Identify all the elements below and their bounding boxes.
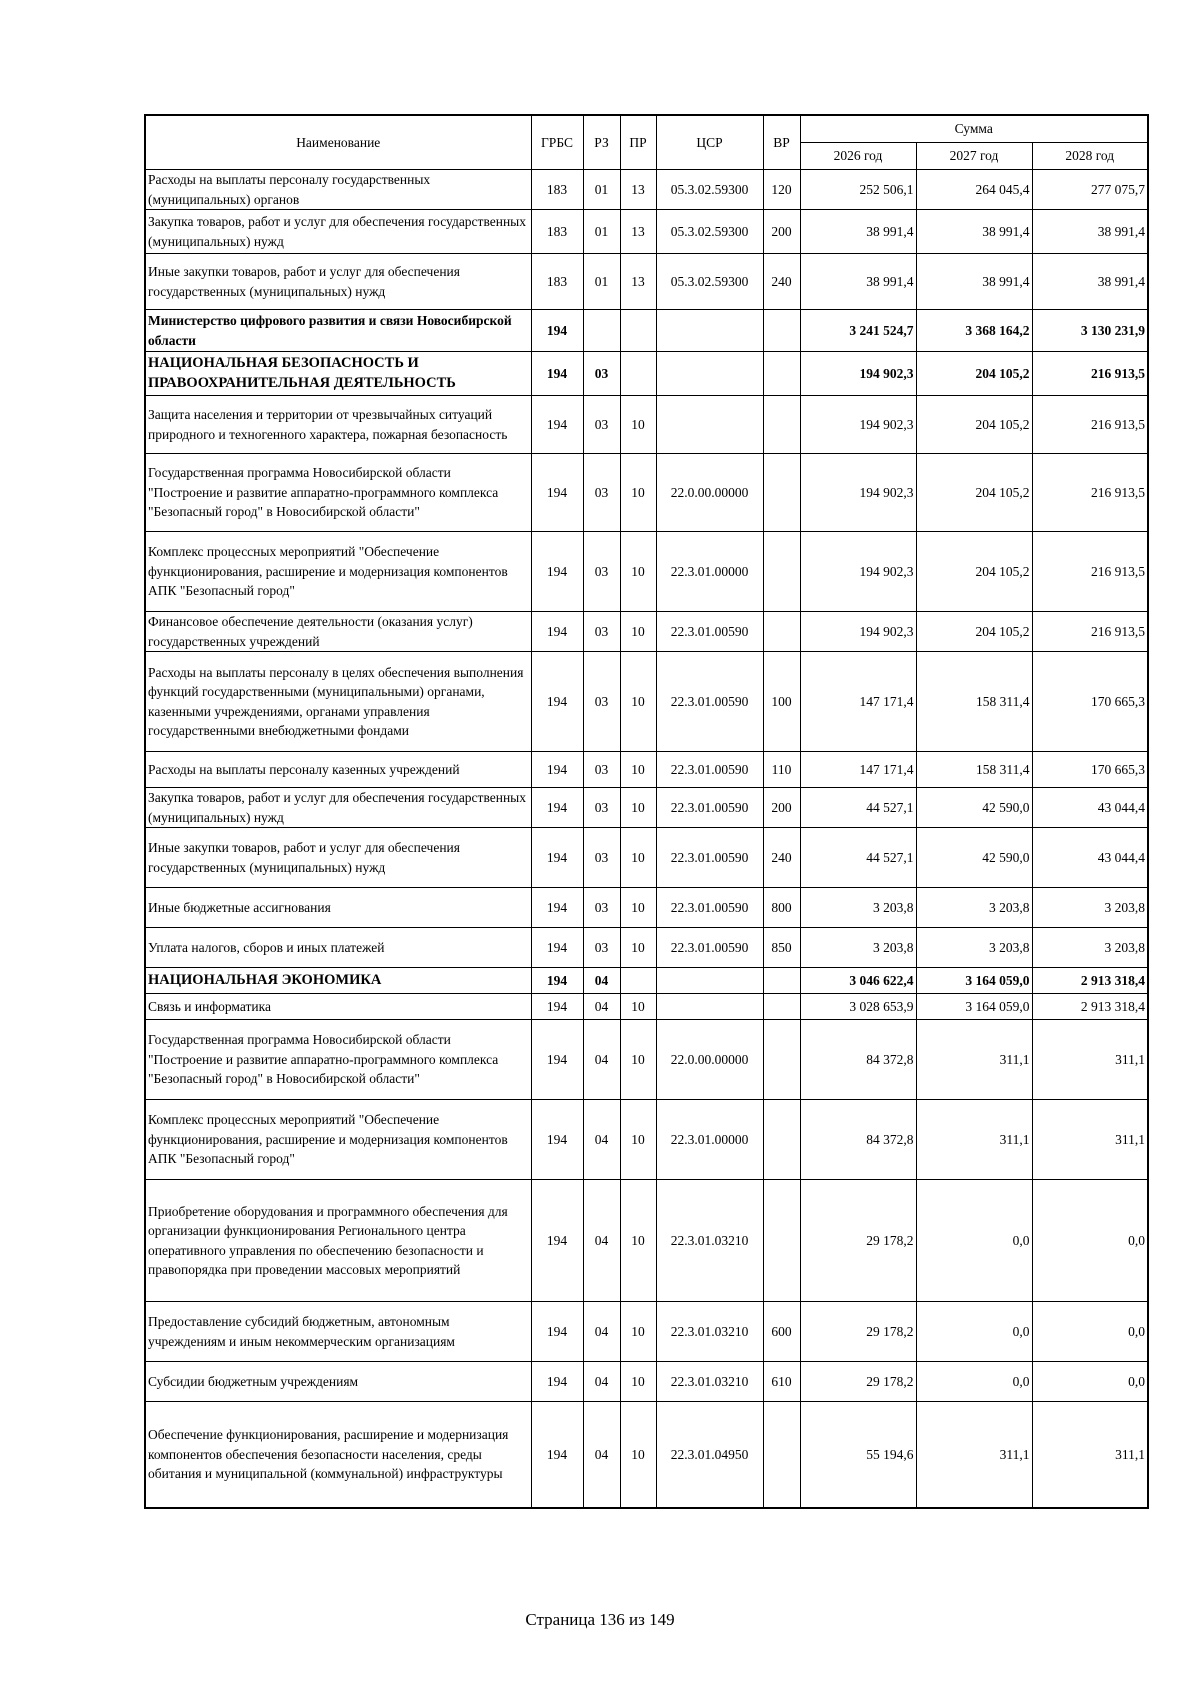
cell-name: Обеспечение функционирования, расширение и модернизация компонентов обеспечения безопасности населения, среды обитания и муниципальной (коммунальной) инфраструктуры [145, 1402, 531, 1508]
cell-sum-2027: 0,0 [916, 1302, 1032, 1362]
cell-sum-2026: 84 372,8 [800, 1020, 916, 1100]
cell-vr [763, 1020, 800, 1100]
table-row [145, 928, 1148, 968]
cell-name: Государственная программа Новосибирской области "Построение и развитие аппаратно-программного комплекса "Безопасный город" в Новосибирской области" [145, 1020, 531, 1100]
cell-rz: 03 [583, 888, 620, 928]
cell-grbs: 183 [531, 210, 583, 254]
cell-pr: 13 [620, 210, 656, 254]
table-row [145, 254, 1148, 310]
cell-grbs: 194 [531, 1100, 583, 1180]
cell-csr: 22.3.01.04950 [656, 1402, 763, 1508]
cell-name: Закупка товаров, работ и услуг для обеспечения государственных (муниципальных) нужд [145, 788, 531, 828]
cell-sum-2026: 3 203,8 [800, 928, 916, 968]
table-row [145, 310, 1148, 352]
cell-vr: 100 [763, 652, 800, 752]
cell-name: Субсидии бюджетным учреждениям [145, 1362, 531, 1402]
table-row [145, 994, 1148, 1020]
cell-csr: 22.3.01.00590 [656, 928, 763, 968]
cell-pr [620, 968, 656, 994]
cell-sum-2027: 42 590,0 [916, 828, 1032, 888]
cell-rz: 04 [583, 1100, 620, 1180]
table-row [145, 1362, 1148, 1402]
cell-sum-2028: 170 665,3 [1032, 652, 1148, 752]
cell-vr [763, 396, 800, 454]
cell-sum-2028: 216 913,5 [1032, 532, 1148, 612]
cell-pr: 10 [620, 828, 656, 888]
cell-sum-2026: 147 171,4 [800, 652, 916, 752]
cell-vr [763, 1180, 800, 1302]
cell-sum-2028: 3 203,8 [1032, 888, 1148, 928]
cell-grbs: 194 [531, 968, 583, 994]
table-row [145, 888, 1148, 928]
cell-sum-2028: 38 991,4 [1032, 254, 1148, 310]
cell-sum-2027: 311,1 [916, 1020, 1032, 1100]
cell-grbs: 194 [531, 1302, 583, 1362]
cell-grbs: 194 [531, 888, 583, 928]
cell-pr: 10 [620, 788, 656, 828]
cell-vr [763, 612, 800, 652]
cell-grbs: 194 [531, 928, 583, 968]
cell-sum-2028: 3 130 231,9 [1032, 310, 1148, 352]
cell-sum-2027: 264 045,4 [916, 170, 1032, 210]
cell-pr: 10 [620, 396, 656, 454]
cell-vr: 110 [763, 752, 800, 788]
table-row [145, 170, 1148, 210]
cell-rz: 03 [583, 532, 620, 612]
cell-pr [620, 352, 656, 396]
table-row [145, 532, 1148, 612]
cell-vr [763, 1402, 800, 1508]
cell-sum-2026: 252 506,1 [800, 170, 916, 210]
cell-name: НАЦИОНАЛЬНАЯ БЕЗОПАСНОСТЬ И ПРАВООХРАНИТЕЛЬНАЯ ДЕЯТЕЛЬНОСТЬ [145, 352, 531, 396]
cell-csr: 22.3.01.00590 [656, 788, 763, 828]
table-row [145, 752, 1148, 788]
table-row [145, 788, 1148, 828]
cell-sum-2027: 3 203,8 [916, 928, 1032, 968]
cell-vr: 200 [763, 210, 800, 254]
cell-csr: 22.3.01.00590 [656, 828, 763, 888]
cell-sum-2028: 0,0 [1032, 1180, 1148, 1302]
cell-sum-2026: 194 902,3 [800, 396, 916, 454]
cell-rz: 03 [583, 788, 620, 828]
cell-rz: 03 [583, 352, 620, 396]
cell-name: Уплата налогов, сборов и иных платежей [145, 928, 531, 968]
cell-rz: 01 [583, 254, 620, 310]
cell-sum-2026: 3 046 622,4 [800, 968, 916, 994]
cell-vr [763, 994, 800, 1020]
cell-sum-2027: 204 105,2 [916, 352, 1032, 396]
cell-sum-2027: 204 105,2 [916, 612, 1032, 652]
cell-sum-2026: 3 028 653,9 [800, 994, 916, 1020]
cell-name: Расходы на выплаты персоналу в целях обеспечения выполнения функций государственными (муниципальными) органами, казенными учреждениями, органами управления государственными внебюджетными фондами [145, 652, 531, 752]
cell-grbs: 194 [531, 1020, 583, 1100]
cell-sum-2028: 216 913,5 [1032, 352, 1148, 396]
cell-csr: 05.3.02.59300 [656, 210, 763, 254]
table-row [145, 352, 1148, 396]
cell-pr: 10 [620, 1302, 656, 1362]
cell-name: Приобретение оборудования и программного обеспечения для организации функционирования Регионального центра оперативного управления по обеспечению безопасности и правопорядка при проведении массовых мероприятий [145, 1180, 531, 1302]
cell-sum-2027: 204 105,2 [916, 396, 1032, 454]
table-body [145, 170, 1148, 1508]
cell-grbs: 183 [531, 170, 583, 210]
table-row [145, 396, 1148, 454]
cell-sum-2026: 29 178,2 [800, 1302, 916, 1362]
cell-sum-2026: 29 178,2 [800, 1362, 916, 1402]
cell-sum-2028: 170 665,3 [1032, 752, 1148, 788]
table-row [145, 454, 1148, 532]
cell-pr: 13 [620, 170, 656, 210]
cell-vr: 850 [763, 928, 800, 968]
cell-vr: 240 [763, 254, 800, 310]
cell-rz: 04 [583, 968, 620, 994]
cell-sum-2028: 2 913 318,4 [1032, 968, 1148, 994]
header-rz: РЗ [583, 115, 620, 170]
table-row [145, 612, 1148, 652]
cell-csr: 22.3.01.03210 [656, 1180, 763, 1302]
cell-sum-2028: 43 044,4 [1032, 828, 1148, 888]
cell-name: Расходы на выплаты персоналу казенных учреждений [145, 752, 531, 788]
cell-csr: 22.3.01.03210 [656, 1302, 763, 1362]
cell-name: Министерство цифрового развития и связи Новосибирской области [145, 310, 531, 352]
header-csr: ЦСР [656, 115, 763, 170]
cell-sum-2028: 3 203,8 [1032, 928, 1148, 968]
cell-rz: 03 [583, 612, 620, 652]
cell-sum-2027: 204 105,2 [916, 454, 1032, 532]
table-row [145, 1302, 1148, 1362]
cell-pr: 10 [620, 612, 656, 652]
cell-sum-2028: 311,1 [1032, 1020, 1148, 1100]
cell-csr [656, 310, 763, 352]
cell-name: Государственная программа Новосибирской области "Построение и развитие аппаратно-программного комплекса "Безопасный город" в Новосибирской области" [145, 454, 531, 532]
cell-rz: 03 [583, 752, 620, 788]
cell-sum-2027: 3 203,8 [916, 888, 1032, 928]
cell-pr: 10 [620, 532, 656, 612]
cell-grbs: 194 [531, 454, 583, 532]
cell-sum-2028: 311,1 [1032, 1100, 1148, 1180]
header-pr: ПР [620, 115, 656, 170]
cell-csr: 22.3.01.00590 [656, 752, 763, 788]
table-header [145, 115, 1148, 170]
cell-grbs: 194 [531, 612, 583, 652]
cell-vr: 800 [763, 888, 800, 928]
cell-sum-2026: 29 178,2 [800, 1180, 916, 1302]
cell-csr: 22.0.00.00000 [656, 454, 763, 532]
cell-pr: 10 [620, 1362, 656, 1402]
cell-pr: 13 [620, 254, 656, 310]
cell-rz: 04 [583, 1180, 620, 1302]
cell-grbs: 194 [531, 310, 583, 352]
cell-name: Связь и информатика [145, 994, 531, 1020]
cell-sum-2027: 0,0 [916, 1362, 1032, 1402]
cell-sum-2028: 38 991,4 [1032, 210, 1148, 254]
cell-rz: 04 [583, 994, 620, 1020]
cell-csr [656, 352, 763, 396]
cell-rz: 03 [583, 928, 620, 968]
cell-sum-2026: 38 991,4 [800, 210, 916, 254]
cell-sum-2028: 0,0 [1032, 1362, 1148, 1402]
cell-name: Иные закупки товаров, работ и услуг для обеспечения государственных (муниципальных) нужд [145, 254, 531, 310]
cell-sum-2026: 194 902,3 [800, 352, 916, 396]
cell-name: Финансовое обеспечение деятельности (оказания услуг) государственных учреждений [145, 612, 531, 652]
cell-name: Иные бюджетные ассигнования [145, 888, 531, 928]
cell-grbs: 194 [531, 828, 583, 888]
header-sum: Сумма [800, 115, 1148, 143]
cell-name: Расходы на выплаты персоналу государственных (муниципальных) органов [145, 170, 531, 210]
cell-grbs: 183 [531, 254, 583, 310]
cell-sum-2026: 194 902,3 [800, 532, 916, 612]
cell-sum-2026: 3 203,8 [800, 888, 916, 928]
cell-vr: 200 [763, 788, 800, 828]
cell-sum-2027: 311,1 [916, 1100, 1032, 1180]
cell-grbs: 194 [531, 532, 583, 612]
cell-name: Иные закупки товаров, работ и услуг для обеспечения государственных (муниципальных) нужд [145, 828, 531, 888]
cell-grbs: 194 [531, 352, 583, 396]
cell-rz: 04 [583, 1362, 620, 1402]
cell-sum-2027: 0,0 [916, 1180, 1032, 1302]
cell-csr: 05.3.02.59300 [656, 254, 763, 310]
cell-csr [656, 994, 763, 1020]
cell-sum-2026: 44 527,1 [800, 828, 916, 888]
cell-grbs: 194 [531, 1180, 583, 1302]
page-number: Страница 136 из 149 [525, 1610, 675, 1629]
cell-grbs: 194 [531, 1362, 583, 1402]
cell-rz: 03 [583, 652, 620, 752]
cell-sum-2027: 3 164 059,0 [916, 968, 1032, 994]
cell-vr: 120 [763, 170, 800, 210]
cell-sum-2026: 147 171,4 [800, 752, 916, 788]
cell-sum-2026: 194 902,3 [800, 454, 916, 532]
cell-csr: 05.3.02.59300 [656, 170, 763, 210]
table-row [145, 1402, 1148, 1508]
cell-name: НАЦИОНАЛЬНАЯ ЭКОНОМИКА [145, 968, 531, 994]
cell-vr [763, 352, 800, 396]
cell-name: Закупка товаров, работ и услуг для обеспечения государственных (муниципальных) нужд [145, 210, 531, 254]
table-row [145, 652, 1148, 752]
cell-sum-2027: 204 105,2 [916, 532, 1032, 612]
cell-name: Защита населения и территории от чрезвычайных ситуаций природного и техногенного характера, пожарная безопасность [145, 396, 531, 454]
cell-sum-2028: 311,1 [1032, 1402, 1148, 1508]
cell-sum-2028: 216 913,5 [1032, 612, 1148, 652]
cell-sum-2027: 38 991,4 [916, 254, 1032, 310]
cell-rz: 01 [583, 170, 620, 210]
table-row [145, 828, 1148, 888]
cell-pr: 10 [620, 1402, 656, 1508]
cell-name: Комплекс процессных мероприятий "Обеспечение функционирования, расширение и модернизация компонентов АПК "Безопасный город" [145, 1100, 531, 1180]
cell-rz: 04 [583, 1020, 620, 1100]
header-year-2027: 2027 год [916, 143, 1032, 170]
cell-sum-2027: 158 311,4 [916, 652, 1032, 752]
cell-grbs: 194 [531, 994, 583, 1020]
cell-rz: 03 [583, 396, 620, 454]
cell-sum-2026: 44 527,1 [800, 788, 916, 828]
cell-rz: 04 [583, 1402, 620, 1508]
cell-rz: 04 [583, 1302, 620, 1362]
cell-rz: 03 [583, 454, 620, 532]
cell-csr: 22.3.01.00590 [656, 888, 763, 928]
cell-rz: 01 [583, 210, 620, 254]
cell-sum-2028: 216 913,5 [1032, 396, 1148, 454]
cell-vr: 610 [763, 1362, 800, 1402]
cell-vr: 600 [763, 1302, 800, 1362]
header-vr: ВР [763, 115, 800, 170]
cell-csr: 22.3.01.00590 [656, 652, 763, 752]
cell-sum-2027: 42 590,0 [916, 788, 1032, 828]
table-row [145, 1100, 1148, 1180]
cell-sum-2028: 277 075,7 [1032, 170, 1148, 210]
cell-pr: 10 [620, 928, 656, 968]
cell-pr: 10 [620, 888, 656, 928]
cell-sum-2027: 3 164 059,0 [916, 994, 1032, 1020]
cell-pr: 10 [620, 1020, 656, 1100]
cell-sum-2028: 2 913 318,4 [1032, 994, 1148, 1020]
cell-rz [583, 310, 620, 352]
table-row [145, 210, 1148, 254]
cell-csr: 22.0.00.00000 [656, 1020, 763, 1100]
cell-sum-2027: 158 311,4 [916, 752, 1032, 788]
cell-grbs: 194 [531, 752, 583, 788]
cell-pr: 10 [620, 994, 656, 1020]
cell-csr: 22.3.01.03210 [656, 1362, 763, 1402]
cell-sum-2026: 3 241 524,7 [800, 310, 916, 352]
cell-pr: 10 [620, 752, 656, 788]
cell-sum-2027: 311,1 [916, 1402, 1032, 1508]
cell-vr [763, 310, 800, 352]
cell-sum-2028: 0,0 [1032, 1302, 1148, 1362]
cell-pr: 10 [620, 1180, 656, 1302]
cell-sum-2028: 43 044,4 [1032, 788, 1148, 828]
cell-vr: 240 [763, 828, 800, 888]
cell-name: Предоставление субсидий бюджетным, автономным учреждениям и иным некоммерческим организациям [145, 1302, 531, 1362]
header-grbs: ГРБС [531, 115, 583, 170]
cell-pr [620, 310, 656, 352]
budget-table [144, 114, 1149, 1509]
cell-csr: 22.3.01.00590 [656, 612, 763, 652]
header-year-2028: 2028 год [1032, 143, 1148, 170]
cell-pr: 10 [620, 454, 656, 532]
cell-grbs: 194 [531, 1402, 583, 1508]
cell-csr [656, 396, 763, 454]
cell-csr: 22.3.01.00000 [656, 1100, 763, 1180]
cell-vr [763, 532, 800, 612]
cell-rz: 03 [583, 828, 620, 888]
cell-csr [656, 968, 763, 994]
cell-sum-2026: 194 902,3 [800, 612, 916, 652]
cell-sum-2026: 84 372,8 [800, 1100, 916, 1180]
cell-vr [763, 1100, 800, 1180]
cell-name: Комплекс процессных мероприятий "Обеспечение функционирования, расширение и модернизация компонентов АПК "Безопасный город" [145, 532, 531, 612]
table-row [145, 1020, 1148, 1100]
cell-sum-2028: 216 913,5 [1032, 454, 1148, 532]
table-row [145, 968, 1148, 994]
cell-sum-2026: 55 194,6 [800, 1402, 916, 1508]
cell-sum-2026: 38 991,4 [800, 254, 916, 310]
cell-pr: 10 [620, 1100, 656, 1180]
cell-grbs: 194 [531, 652, 583, 752]
cell-vr [763, 968, 800, 994]
table-row [145, 1180, 1148, 1302]
cell-grbs: 194 [531, 788, 583, 828]
cell-sum-2027: 3 368 164,2 [916, 310, 1032, 352]
cell-vr [763, 454, 800, 532]
header-year-2026: 2026 год [800, 143, 916, 170]
cell-grbs: 194 [531, 396, 583, 454]
cell-csr: 22.3.01.00000 [656, 532, 763, 612]
header-name: Наименование [145, 115, 531, 170]
cell-sum-2027: 38 991,4 [916, 210, 1032, 254]
cell-pr: 10 [620, 652, 656, 752]
